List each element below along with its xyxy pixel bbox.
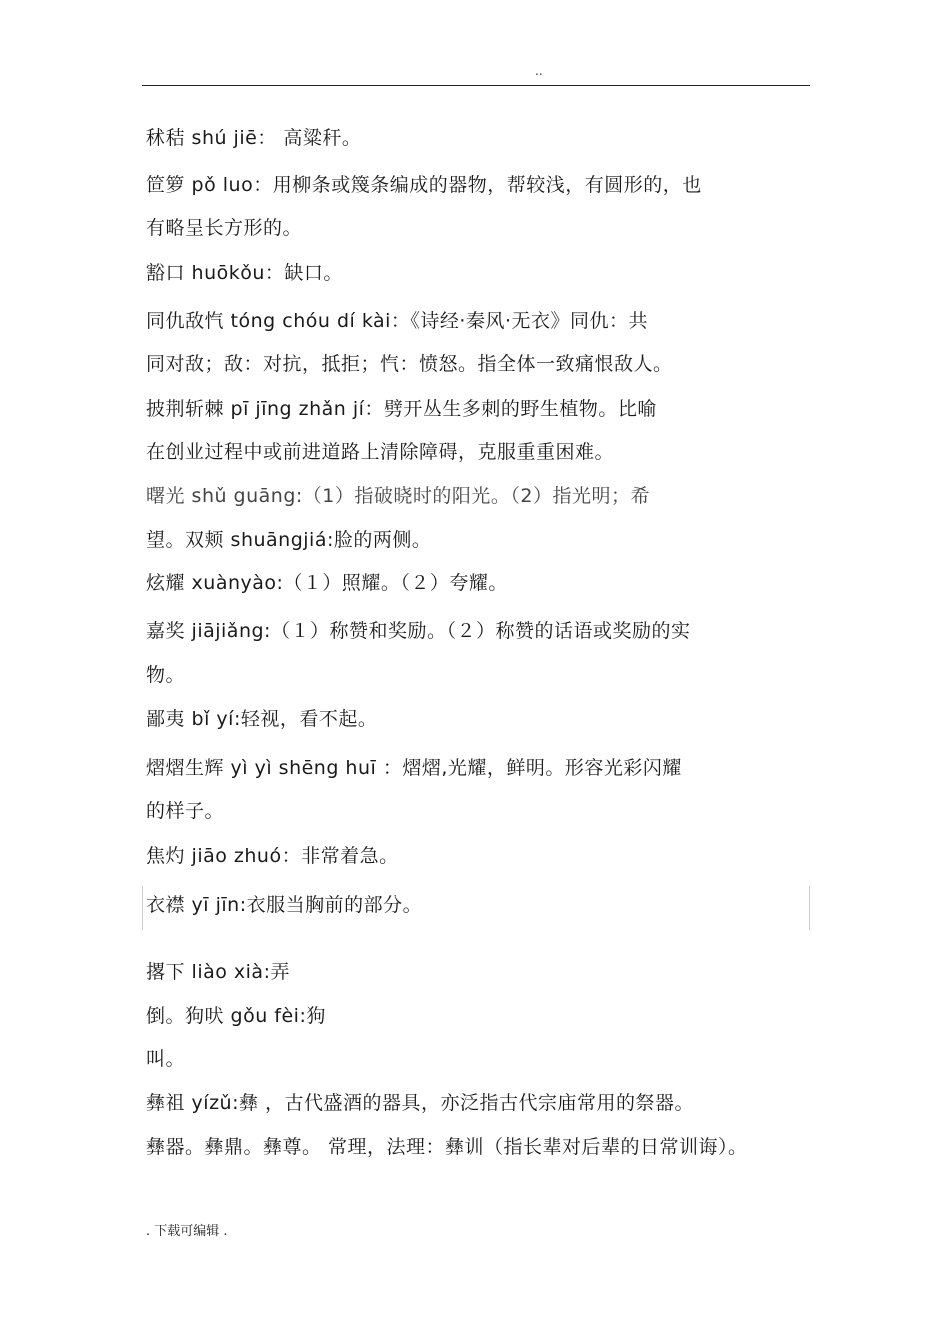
text-line: 有略呈长方形的。 [146,217,303,239]
text-line: 炫耀 xuànyào:（１）照耀。（２）夸耀。 [146,572,508,594]
text-line: 叫。 [146,1048,186,1070]
text-line: 豁口 huōkǒu：缺口。 [146,262,343,284]
footer-text: . 下载可编辑 . [146,1224,228,1239]
header-rule [142,85,810,86]
text-line: 撂下 liào xià:弄 [146,961,290,983]
text-line: 望。双颊 shuāngjiá:脸的两侧。 [146,529,432,551]
text-line: 秫秸 shú jiē： 高粱秆。 [146,127,362,149]
text-line: 鄙夷 bǐ yí:轻视，看不起。 [146,708,378,730]
box-right-border [809,886,810,930]
box-left-border [142,886,143,930]
header-mark: .. [535,64,543,78]
text-line: 彝祖 yízǔ:彝 ，古代盛酒的器具，亦泛指古代宗庙常用的祭器。 [146,1092,695,1114]
text-line: 披荆斩棘 pī jīng zhǎn jí：劈开丛生多刺的野生植物。比喻 [146,398,657,420]
text-line: 倒。狗吠 gǒu fèi:狗 [146,1005,326,1027]
text-line: 的样子。 [146,800,225,822]
text-line: 同对敌；敌：对抗，抵拒；忾：愤怒。指全体一致痛恨敌人。 [146,353,673,375]
text-line: 同仇敌忾 tóng chóu dí kài：《诗经·秦风·无衣》同仇：共 [146,310,649,332]
text-line: 在创业过程中或前进道路上清除障碍，克服重重困难。 [146,441,615,463]
text-line: 物。 [146,664,186,686]
text-line: 熠熠生辉 yì yì shēng huī ：熠熠,光耀，鲜明。形容光彩闪耀 [146,757,682,779]
text-line: 嘉奖 jiājiǎng:（１）称赞和奖励。（２）称赞的话语或奖励的实 [146,620,691,642]
text-line: 笸箩 pǒ luo：用柳条或篾条编成的器物，帮较浅，有圆形的，也 [146,174,702,196]
text-line: 彝器。彝鼎。彝尊。 常理，法理：彝训（指长辈对后辈的日常训诲）。 [146,1136,748,1158]
text-line: 曙光 shǔ guāng:（1）指破晓时的阳光。（2）指光明；希 [146,485,650,507]
text-line: 焦灼 jiāo zhuó：非常着急。 [146,845,399,867]
text-line: 衣襟 yī jīn:衣服当胸前的部分。 [146,894,423,916]
